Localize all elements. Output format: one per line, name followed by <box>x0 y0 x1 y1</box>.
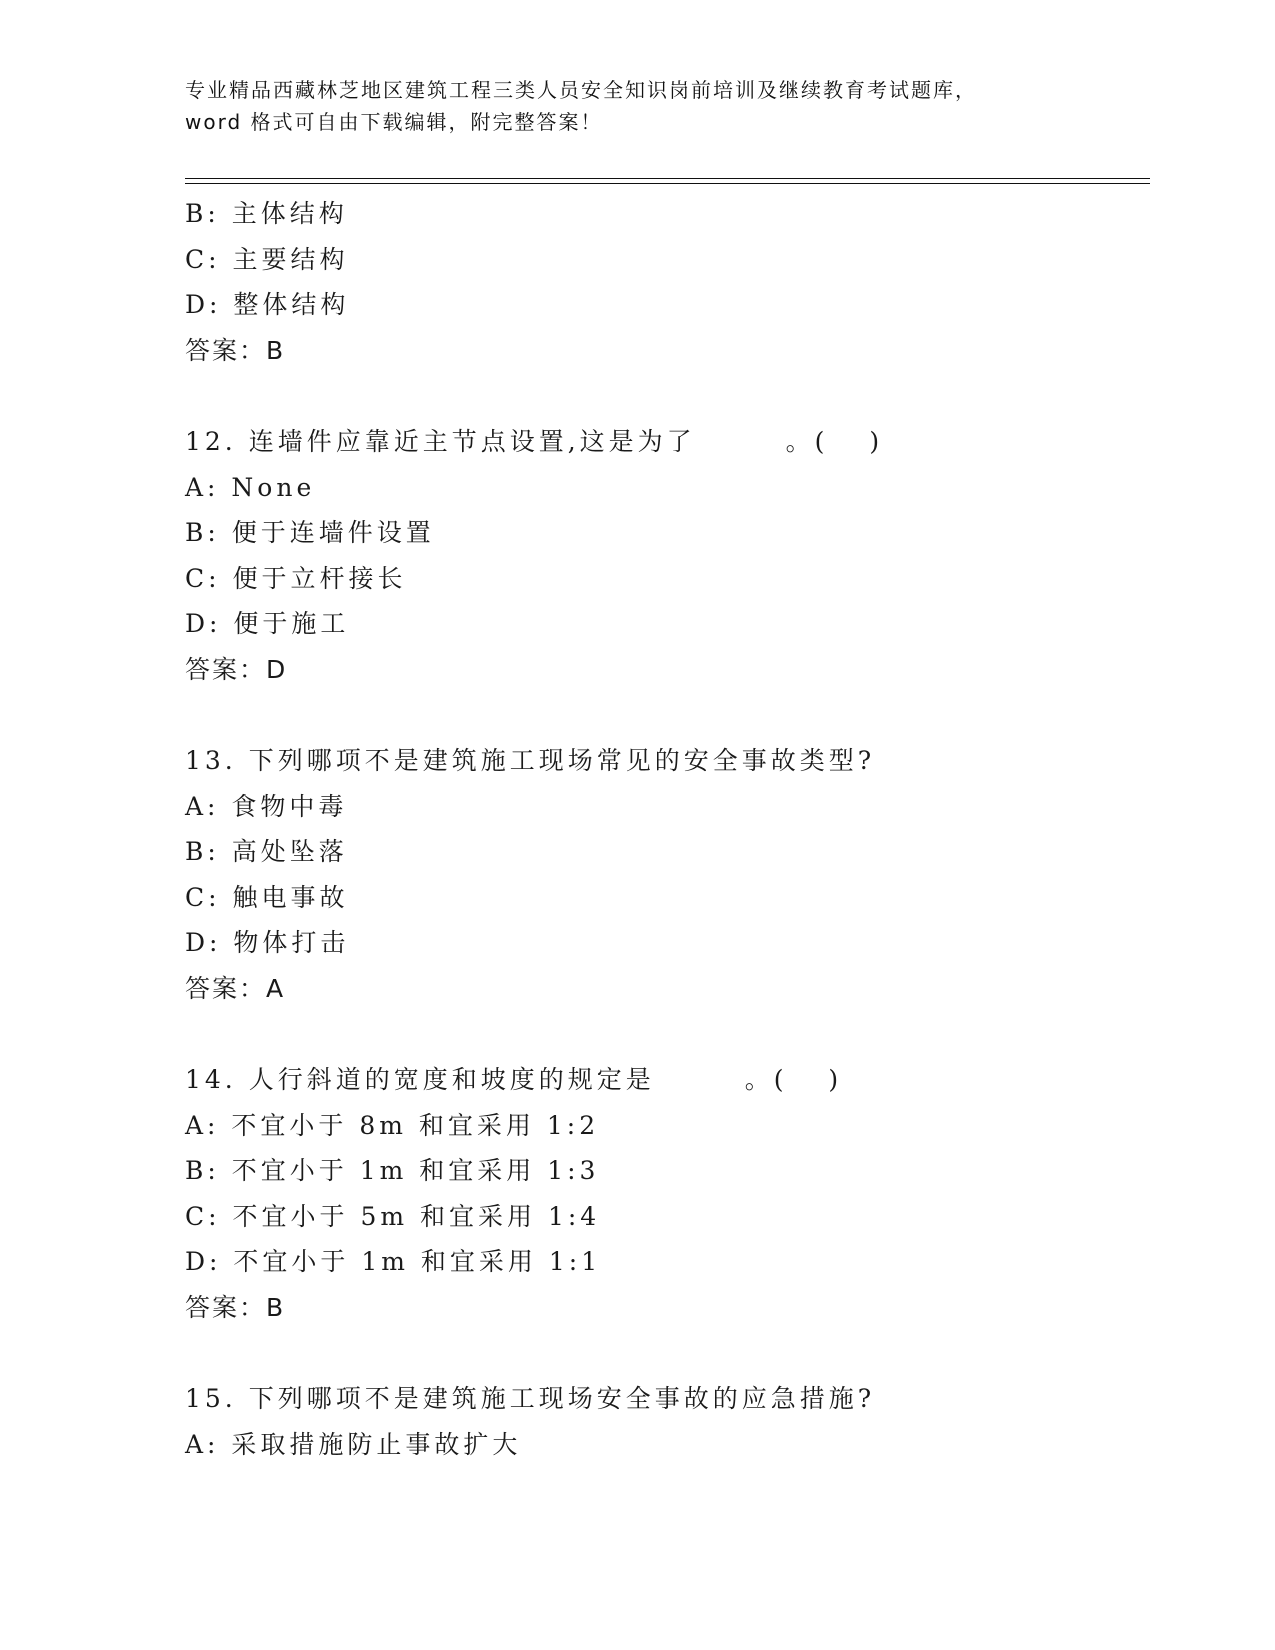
question-15-option-a: A: 采取措施防止事故扩大 <box>185 1429 522 1459</box>
question-11-option-c: C: 主要结构 <box>185 244 349 274</box>
question-12 <box>185 419 1145 692</box>
spacer <box>185 692 1145 738</box>
question-15 <box>185 1376 1145 1467</box>
spacer <box>185 373 1145 419</box>
question-12-text: 12. 连墙件应靠近主节点设置,这是为了 <box>185 427 696 456</box>
question-14-stem <box>185 1057 1145 1103</box>
question-14-option-d: D: 不宜小于 1m 和宜采用 1:1 <box>185 1247 602 1276</box>
question-13-answer: 答案：A <box>185 973 286 1003</box>
question-13-option-a: A: 食物中毒 <box>185 791 348 821</box>
question-14-option-b: B: 不宜小于 1m 和宜采用 1:3 <box>185 1156 600 1185</box>
question-11-option-b: B: 主体结构 <box>185 199 348 228</box>
question-14-bracket: 。( ) <box>744 1065 843 1094</box>
question-13-option-b: B: 高处坠落 <box>185 837 348 866</box>
question-12-option-a: A: None <box>185 472 316 502</box>
question-11-answer: 答案：B <box>185 335 286 365</box>
spacer <box>185 1011 1145 1057</box>
question-12-bracket: 。( ) <box>785 427 884 456</box>
question-14-answer: 答案：B <box>185 1292 286 1322</box>
question-12-option-d: D: 便于施工 <box>185 609 350 638</box>
question-11 <box>185 191 1145 373</box>
question-12-option-c: C: 便于立杆接长 <box>185 563 407 593</box>
question-list <box>185 191 1145 1467</box>
question-15-stem: 15. 下列哪项不是建筑施工现场安全事故的应急措施? <box>185 1384 876 1413</box>
question-13-option-d: D: 物体打击 <box>185 928 350 957</box>
question-14 <box>185 1057 1145 1330</box>
document-header <box>185 74 1085 138</box>
question-13-stem: 13. 下列哪项不是建筑施工现场常见的安全事故类型? <box>185 746 876 775</box>
question-13-option-c: C: 触电事故 <box>185 882 349 912</box>
question-14-option-c: C: 不宜小于 5m 和宜采用 1:4 <box>185 1201 601 1231</box>
question-12-option-b: B: 便于连墙件设置 <box>185 518 435 547</box>
header-divider-top <box>185 178 1150 179</box>
question-11-option-d: D: 整体结构 <box>185 290 350 319</box>
question-12-answer: 答案：D <box>185 654 288 684</box>
question-13 <box>185 738 1145 1011</box>
question-14-option-a: A: 不宜小于 8m 和宜采用 1:2 <box>185 1110 600 1140</box>
question-14-text: 14. 人行斜道的宽度和坡度的规定是 <box>185 1065 655 1094</box>
question-12-stem <box>185 419 1145 465</box>
header-title-line-2: word 格式可自由下载编辑，附完整答案！ <box>185 110 603 134</box>
header-title-line-1: 专业精品西藏林芝地区建筑工程三类人员安全知识岗前培训及继续教育考试题库， <box>185 78 977 102</box>
spacer <box>185 1330 1145 1376</box>
header-divider-bottom <box>185 183 1150 184</box>
